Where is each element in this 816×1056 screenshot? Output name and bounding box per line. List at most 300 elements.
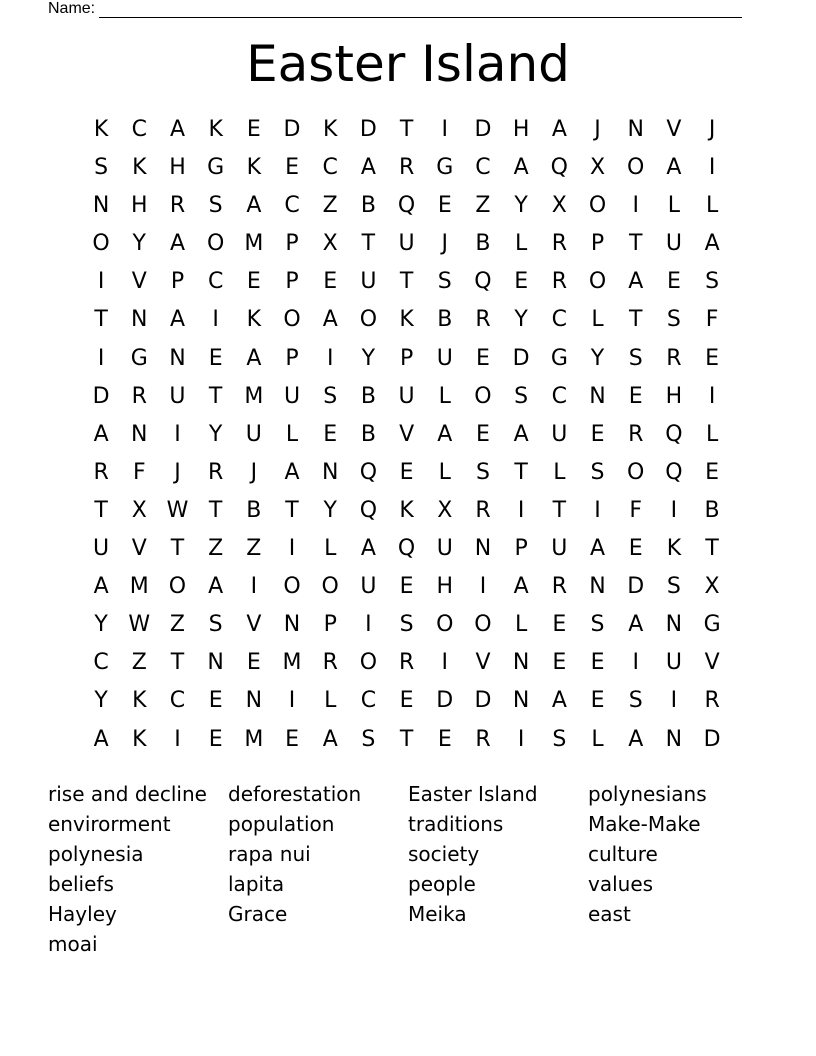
grid-letter: V (246, 612, 262, 638)
grid-letter: L (705, 193, 719, 219)
grid-letter: Q (665, 421, 683, 447)
grid-letter: O (321, 574, 339, 600)
word-list-item: deforestation (228, 782, 362, 806)
grid-row (82, 721, 732, 759)
grid-letter: Q (397, 193, 416, 219)
grid-letter: Y (132, 231, 146, 257)
grid-letter: D (703, 726, 721, 752)
grid-row (82, 378, 732, 416)
grid-letter: K (323, 117, 338, 142)
grid-letter: Z (131, 650, 147, 676)
grid-letter: G (436, 155, 454, 181)
word-list (48, 779, 768, 959)
grid-letter: K (132, 155, 147, 181)
grid-letter: J (441, 231, 449, 257)
grid-letter: I (365, 612, 372, 638)
word-list-item: lapita (228, 872, 285, 896)
grid-letter: T (705, 536, 719, 562)
grid-letter: N (665, 726, 683, 752)
grid-letter: Q (474, 269, 492, 295)
grid-letter: E (437, 726, 452, 752)
grid-letter: A (93, 421, 109, 447)
grid-letter: E (514, 269, 529, 295)
grid-letter: L (705, 421, 719, 447)
grid-letter: B (246, 497, 262, 523)
word-list-item: traditions (408, 812, 504, 836)
word-list-item: polynesians (588, 782, 707, 806)
grid-letter: I (326, 345, 334, 371)
grid-letter: I (594, 497, 601, 523)
grid-letter: T (208, 497, 223, 523)
grid-letter: S (208, 193, 223, 219)
grid-letter: O (627, 155, 645, 181)
grid-letter: I (517, 726, 525, 752)
grid-letter: D (627, 574, 645, 600)
grid-letter: U (93, 536, 110, 562)
grid-letter: F (705, 307, 719, 333)
grid-letter: H (131, 193, 148, 219)
grid-letter: E (437, 193, 452, 219)
name-field[interactable] (48, 0, 742, 18)
grid-letter: I (97, 345, 105, 371)
grid-letter: Y (323, 497, 337, 523)
grid-letter: O (588, 269, 607, 295)
grid-letter: J (250, 459, 258, 485)
grid-letter: T (399, 117, 414, 142)
grid-letter: E (208, 688, 223, 714)
grid-letter: A (590, 536, 606, 562)
grid-letter: A (169, 307, 185, 333)
grid-letter: O (283, 574, 301, 600)
grid-letter: F (629, 497, 643, 523)
grid-letter: U (398, 231, 415, 257)
grid-letter: V (704, 650, 720, 676)
grid-letter: A (360, 155, 376, 181)
grid-letter: U (283, 383, 301, 409)
grid-letter: V (475, 650, 491, 676)
grid-letter: Z (208, 536, 224, 562)
grid-letter: A (628, 612, 644, 638)
grid-letter: Z (246, 536, 262, 562)
grid-letter: Q (359, 497, 378, 523)
grid-letter: I (174, 421, 181, 447)
grid-letter: A (208, 574, 224, 600)
grid-letter: O (474, 612, 492, 638)
grid-letter: R (475, 497, 491, 523)
grid-letter: Q (397, 536, 416, 562)
grid-row (82, 340, 732, 378)
grid-letter: E (476, 345, 490, 371)
word-list-item: beliefs (48, 872, 114, 896)
grid-letter: N (474, 536, 492, 562)
grid-letter: E (246, 117, 261, 142)
grid-letter: U (665, 650, 682, 676)
grid-letter: E (590, 688, 605, 714)
grid-letter: M (244, 726, 264, 752)
grid-letter: E (705, 459, 720, 485)
grid-letter: E (476, 421, 490, 447)
grid-letter: S (590, 459, 605, 485)
grid-letter: E (323, 269, 338, 295)
grid-letter: Q (359, 459, 378, 485)
grid-letter: N (207, 650, 224, 676)
grid-letter: Y (94, 688, 108, 714)
grid-letter: J (594, 117, 601, 142)
grid-letter: N (283, 612, 301, 638)
word-list-item: east (588, 902, 631, 926)
grid-letter: A (628, 269, 644, 295)
grid-row (82, 492, 732, 530)
grid-letter: Q (550, 155, 568, 181)
grid-letter: I (479, 574, 487, 600)
grid-letter: U (551, 421, 568, 447)
grid-letter: A (93, 574, 109, 600)
grid-letter: I (441, 117, 449, 142)
grid-letter: E (552, 612, 567, 638)
grid-letter: E (399, 688, 414, 714)
grid-letter: B (360, 193, 376, 219)
grid-letter: O (206, 231, 225, 257)
grid-letter: T (399, 726, 414, 752)
grid-letter: E (208, 726, 223, 752)
grid-letter: A (628, 726, 644, 752)
grid-letter: S (208, 612, 223, 638)
grid-letter: M (282, 650, 302, 676)
name-label: Name: (48, 0, 96, 17)
grid-letter: R (551, 269, 567, 295)
grid-letter: X (704, 574, 720, 600)
grid-letter: A (169, 231, 185, 257)
grid-letter: O (474, 383, 492, 409)
grid-letter: A (513, 421, 529, 447)
grid-letter: M (244, 231, 264, 257)
grid-letter: T (208, 383, 223, 409)
grid-letter: S (437, 269, 452, 295)
grid-letter: D (92, 383, 110, 409)
grid-letter: N (169, 345, 186, 371)
grid-letter: V (666, 117, 682, 142)
letter-grid (82, 111, 732, 757)
grid-letter: S (399, 612, 414, 638)
grid-letter: T (170, 536, 185, 562)
grid-letter: I (97, 269, 105, 295)
grid-letter: Y (514, 193, 528, 219)
grid-letter: A (704, 231, 720, 257)
grid-letter: C (284, 193, 300, 219)
grid-letter: G (703, 612, 721, 638)
grid-letter: H (169, 155, 186, 181)
grid-letter: E (666, 269, 681, 295)
grid-letter: A (513, 155, 529, 181)
grid-letter: R (666, 345, 682, 371)
grid-letter: A (551, 688, 567, 714)
grid-letter: P (285, 269, 299, 295)
grid-letter: P (285, 345, 299, 371)
grid-letter: A (322, 307, 338, 333)
grid-letter: K (246, 155, 262, 181)
grid-letter: N (627, 117, 644, 142)
grid-letter: U (398, 383, 415, 409)
grid-letter: R (131, 383, 147, 409)
grid-letter: Y (514, 307, 528, 333)
grid-letter: I (250, 574, 258, 600)
grid-letter: A (437, 421, 453, 447)
grid-letter: T (399, 269, 414, 295)
grid-letter: H (436, 574, 454, 600)
grid-letter: O (627, 459, 645, 485)
grid-letter: Q (665, 459, 683, 485)
grid-letter: A (246, 193, 262, 219)
grid-letter: R (551, 574, 567, 600)
grid-letter: E (399, 574, 414, 600)
grid-letter: I (670, 497, 678, 523)
grid-letter: B (360, 421, 376, 447)
word-list-item: Grace (228, 902, 288, 926)
grid-letter: G (550, 345, 568, 371)
grid-letter: I (288, 536, 296, 562)
grid-letter: O (359, 307, 378, 333)
grid-letter: Z (322, 193, 338, 219)
grid-letter: Y (590, 345, 605, 371)
grid-letter: I (517, 497, 525, 523)
grid-letter: C (551, 383, 568, 409)
grid-letter: T (94, 497, 108, 523)
grid-letter: X (589, 155, 606, 181)
grid-letter: E (285, 726, 299, 752)
grid-letter: P (323, 612, 337, 638)
grid-letter: L (591, 726, 604, 752)
grid-letter: N (245, 688, 263, 714)
grid-letter: O (92, 231, 110, 257)
grid-letter: L (324, 536, 337, 562)
grid-letter: R (475, 307, 491, 333)
word-list-item: rise and decline (48, 782, 207, 806)
word-list-item: Hayley (48, 902, 117, 926)
grid-letter: Z (169, 612, 185, 638)
grid-letter: D (436, 688, 454, 714)
grid-letter: N (321, 459, 339, 485)
grid-letter: I (632, 650, 639, 676)
grid-letter: G (207, 155, 225, 181)
grid-letter: B (437, 307, 453, 333)
grid-letter: L (515, 612, 528, 638)
grid-letter: K (132, 688, 147, 714)
grid-row (82, 416, 732, 454)
grid-letter: L (285, 421, 299, 447)
grid-letter: A (322, 726, 338, 752)
grid-letter: C (93, 650, 109, 676)
grid-letter: N (589, 574, 606, 600)
grid-row (82, 682, 732, 720)
grid-letter: B (704, 497, 720, 523)
grid-letter: M (244, 383, 264, 409)
grid-letter: D (474, 688, 492, 714)
grid-letter: C (169, 688, 186, 714)
grid-letter: J (708, 117, 716, 142)
grid-letter: H (512, 117, 530, 142)
grid-letter: U (551, 536, 568, 562)
grid-letter: D (474, 117, 492, 142)
grid-letter: N (131, 307, 148, 333)
grid-letter: R (551, 231, 567, 257)
grid-letter: A (666, 155, 682, 181)
grid-letter: O (168, 574, 187, 600)
grid-letter: O (359, 650, 378, 676)
grid-row (82, 263, 732, 301)
grid-letter: E (246, 269, 261, 295)
grid-letter: Z (475, 193, 491, 219)
grid-letter: V (131, 269, 147, 295)
grid-row (82, 606, 732, 644)
grid-letter: C (131, 117, 147, 142)
grid-letter: L (515, 231, 528, 257)
grid-row (82, 187, 732, 225)
grid-letter: E (628, 536, 643, 562)
grid-letter: I (174, 726, 181, 752)
grid-row (82, 149, 732, 187)
grid-letter: D (359, 117, 377, 142)
grid-letter: I (288, 688, 296, 714)
grid-letter: X (437, 497, 453, 523)
name-blank-line[interactable] (99, 2, 742, 18)
word-list-item: envirorment (48, 812, 171, 836)
grid-letter: S (705, 269, 720, 295)
grid-row (82, 644, 732, 682)
grid-letter: X (322, 231, 338, 257)
grid-letter: R (704, 688, 720, 714)
grid-letter: E (323, 421, 338, 447)
grid-letter: I (708, 155, 716, 181)
grid-letter: T (361, 231, 376, 257)
grid-letter: L (438, 383, 451, 409)
grid-letter: D (512, 345, 530, 371)
grid-letter: V (131, 536, 147, 562)
grid-letter: V (399, 421, 415, 447)
grid-letter: Y (361, 345, 376, 371)
grid-letter: E (590, 650, 605, 676)
grid-letter: X (551, 193, 567, 219)
grid-letter: N (92, 193, 110, 219)
grid-letter: C (475, 155, 491, 181)
grid-letter: T (628, 231, 643, 257)
grid-letter: D (283, 117, 301, 142)
grid-letter: A (284, 459, 300, 485)
grid-letter: T (514, 459, 528, 485)
word-list-item: moai (48, 932, 98, 956)
grid-letter: N (131, 421, 148, 447)
word-list-item: Make-Make (588, 812, 701, 836)
grid-letter: I (632, 193, 639, 219)
grid-row (82, 454, 732, 492)
grid-letter: S (552, 726, 567, 752)
grid-letter: R (475, 726, 491, 752)
grid-letter: U (360, 574, 377, 600)
grid-letter: U (360, 269, 377, 295)
grid-letter: E (285, 155, 299, 181)
word-list-item: society (408, 842, 480, 866)
grid-letter: E (208, 345, 223, 371)
grid-letter: U (169, 383, 186, 409)
grid-letter: L (591, 307, 604, 333)
grid-letter: O (588, 193, 607, 219)
grid-letter: R (628, 421, 644, 447)
grid-letter: S (628, 345, 643, 371)
grid-letter: U (436, 536, 453, 562)
grid-letter: S (666, 574, 681, 600)
grid-letter: L (324, 688, 337, 714)
grid-letter: S (590, 612, 605, 638)
grid-letter: S (475, 459, 490, 485)
grid-letter: A (513, 574, 529, 600)
grid-letter: P (170, 269, 185, 295)
grid-letter: K (93, 117, 109, 142)
grid-letter: Y (94, 612, 108, 638)
grid-letter: I (441, 650, 449, 676)
grid-letter: I (708, 383, 716, 409)
grid-letter: W (128, 612, 151, 638)
grid-letter: T (552, 497, 567, 523)
word-list-item: population (228, 812, 335, 836)
grid-letter: C (207, 269, 224, 295)
grid-letter: R (398, 650, 415, 676)
grid-letter: T (170, 650, 185, 676)
page-title: Easter Island (246, 35, 570, 93)
grid-letter: S (361, 726, 376, 752)
grid-letter: J (174, 459, 181, 485)
grid-row (82, 225, 732, 263)
grid-letter: R (322, 650, 338, 676)
grid-letter: K (666, 536, 682, 562)
grid-letter: K (399, 497, 414, 523)
grid-letter: U (436, 345, 453, 371)
grid-letter: E (552, 650, 567, 676)
grid-letter: S (94, 155, 109, 181)
grid-letter: C (551, 307, 568, 333)
grid-letter: O (436, 612, 454, 638)
grid-letter: T (285, 497, 299, 523)
grid-letter: B (475, 231, 491, 257)
grid-letter: I (212, 307, 219, 333)
grid-letter: I (670, 688, 678, 714)
grid-letter: E (628, 383, 643, 409)
grid-letter: C (360, 688, 377, 714)
grid-letter: T (628, 307, 643, 333)
grid-letter: E (590, 421, 605, 447)
grid-letter: A (169, 117, 185, 142)
grid-letter: A (246, 345, 262, 371)
grid-letter: S (514, 383, 529, 409)
grid-letter: P (399, 345, 414, 371)
grid-letter: E (246, 650, 261, 676)
grid-letter: R (93, 459, 109, 485)
grid-letter: R (169, 193, 186, 219)
grid-letter: K (208, 117, 223, 142)
grid-letter: P (514, 536, 528, 562)
grid-letter: R (208, 459, 224, 485)
grid-letter: P (590, 231, 605, 257)
grid-row (82, 301, 732, 339)
grid-letter: S (666, 307, 681, 333)
grid-letter: X (131, 497, 147, 523)
grid-letter: N (665, 612, 683, 638)
word-list-item: rapa nui (228, 842, 311, 866)
grid-row (82, 111, 732, 149)
grid-letter: A (360, 536, 376, 562)
grid-letter: K (132, 726, 147, 752)
word-list-item: polynesia (48, 842, 144, 866)
grid-letter: M (129, 574, 149, 600)
grid-letter: P (285, 231, 299, 257)
